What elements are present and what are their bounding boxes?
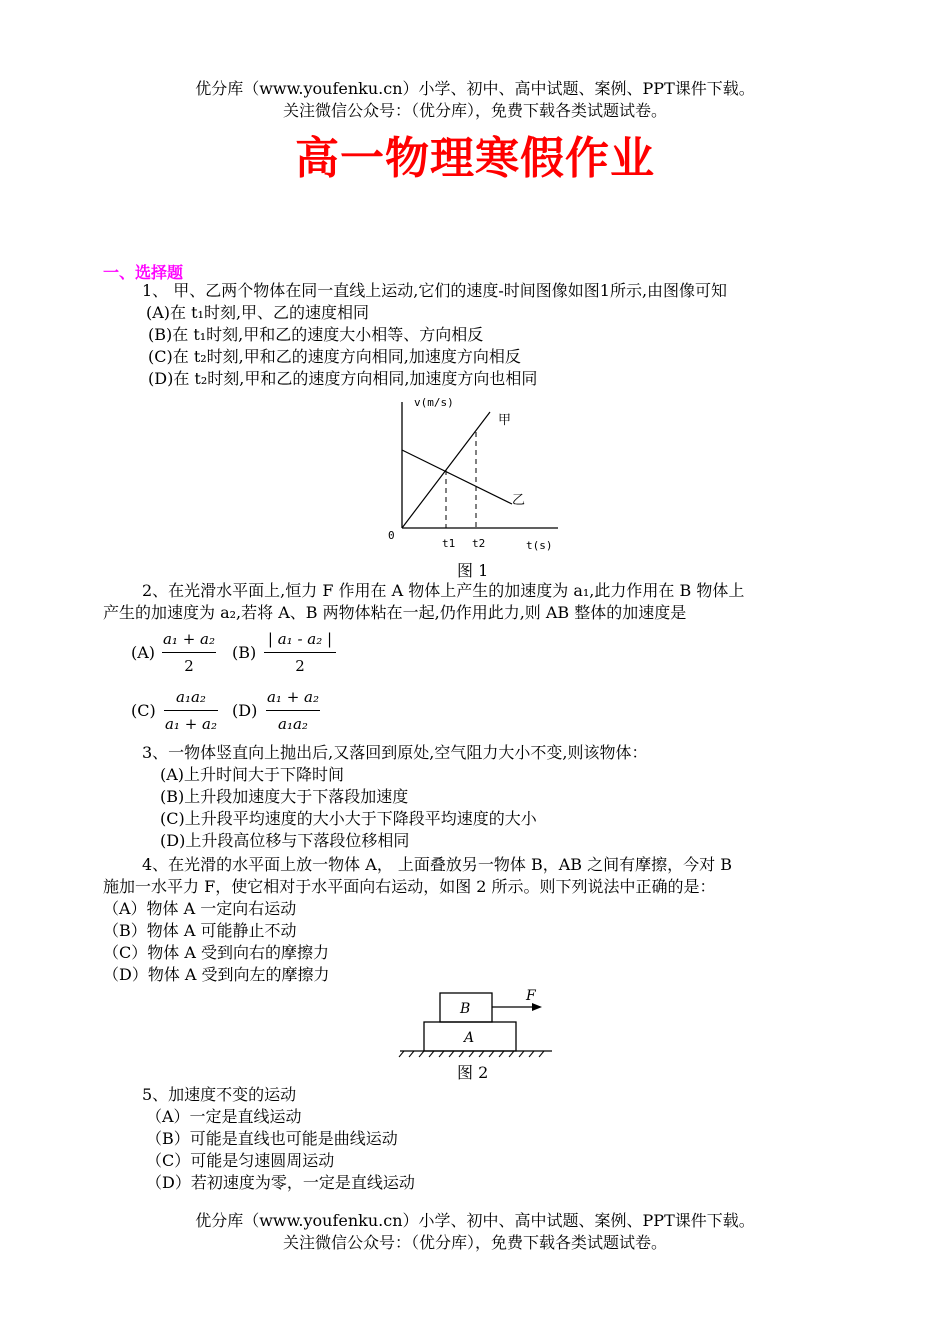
fig1-origin: 0: [388, 529, 395, 542]
fig2-label-f: F: [526, 988, 536, 1004]
q2-option-c-fraction: [164, 686, 218, 735]
fig1-t2-label: t2: [472, 537, 486, 550]
q2-option-b-fraction: [264, 628, 336, 677]
fig1-y-label: v(m/s): [414, 396, 454, 409]
q5-option-a: （A）一定是直线运动: [146, 1107, 302, 1126]
header-line-2: 关注微信公众号：（优分库），免费下载各类试题试卷。: [282, 101, 667, 120]
q1-option-b: (B)在 t₁时刻,甲和乙的速度大小相等、方向相反: [148, 325, 484, 344]
q3-option-b: (B)上升段加速度大于下落段加速度: [160, 787, 409, 806]
fig2-ground-hatch: [399, 1051, 544, 1057]
fig2-label-a: A: [464, 1030, 475, 1046]
section-heading: 一、选择题: [103, 263, 184, 282]
header-line-1: 优分库（www.youfenku.cn）小学、初中、高中试题、案例、PPT课件下载。: [195, 79, 755, 98]
q2-d-denominator: a₁a₂: [278, 715, 308, 733]
fig1-line-yi: [402, 450, 512, 504]
q5-option-c: （C）可能是匀速圆周运动: [146, 1151, 335, 1170]
q2-stem-line-2: 产生的加速度为 a₂,若将 A、B 两物体粘在一起,仍作用此力,则 AB 整体的加速度是: [103, 603, 687, 622]
q2-option-d-label: (D): [232, 701, 258, 720]
fig1-t1-label: t1: [442, 537, 456, 550]
q2-b-numerator: | a₁ - a₂ |: [267, 630, 333, 648]
fig1-label-yi: 乙: [512, 493, 526, 508]
footer-line-2: 关注微信公众号：（优分库），免费下载各类试题试卷。: [282, 1233, 667, 1252]
page-title: 高一物理寒假作业: [295, 133, 655, 184]
q2-option-a-label: (A): [131, 643, 156, 662]
q4-stem-line-2: 施加一水平力 F，使它相对于水平面向右运动，如图 2 所示。则下列说法中正确的是：: [103, 877, 716, 896]
q2-c-numerator: a₁a₂: [176, 688, 206, 706]
q3-option-c: (C)上升段平均速度的大小大于下降段平均速度的大小: [160, 809, 537, 828]
figure-2-caption: 图 2: [457, 1063, 489, 1082]
q5-option-d: （D）若初速度为零，一定是直线运动: [146, 1173, 415, 1192]
q1-option-d: (D)在 t₂时刻,甲和乙的速度方向相同,加速度方向也相同: [148, 369, 538, 388]
fig2-force-arrow-head: [532, 1003, 542, 1011]
q1-stem: 1、 甲、乙两个物体在同一直线上运动,它们的速度-时间图像如图1所示,由图像可知: [142, 281, 728, 300]
q4-option-d: （D）物体 A 受到向左的摩擦力: [103, 965, 330, 984]
footer-line-1: 优分库（www.youfenku.cn）小学、初中、高中试题、案例、PPT课件下载。: [195, 1211, 755, 1230]
figure-1-velocity-time-graph: [380, 392, 580, 562]
fig2-label-b: B: [460, 1001, 471, 1017]
q2-c-denominator: a₁ + a₂: [164, 715, 218, 733]
q2-option-b-label: (B): [232, 643, 257, 662]
q2-option-d-fraction: [266, 686, 320, 735]
q4-option-c: （C）物体 A 受到向右的摩擦力: [103, 943, 329, 962]
figure-2-blocks-diagram: [396, 986, 556, 1058]
q3-option-d: (D)上升段高位移与下落段位移相同: [160, 831, 410, 850]
q2-option-c-label: (C): [131, 701, 156, 720]
q5-option-b: （B）可能是直线也可能是曲线运动: [146, 1129, 398, 1148]
q4-option-a: （A）物体 A 一定向右运动: [103, 899, 297, 918]
q4-option-b: （B）物体 A 可能静止不动: [103, 921, 297, 940]
q2-a-numerator: a₁ + a₂: [162, 630, 216, 648]
q2-d-numerator: a₁ + a₂: [266, 688, 320, 706]
q2-a-denominator: 2: [184, 657, 194, 675]
q3-option-a: (A)上升时间大于下降时间: [160, 765, 345, 784]
q5-stem: 5、加速度不变的运动: [142, 1085, 297, 1104]
q1-option-c: (C)在 t₂时刻,甲和乙的速度方向相同,加速度方向相反: [148, 347, 521, 366]
q3-stem: 3、一物体竖直向上抛出后,又落回到原处,空气阻力大小不变,则该物体：: [142, 743, 648, 762]
q2-option-a-fraction: [162, 628, 216, 677]
fig1-x-label: t(s): [526, 539, 553, 552]
q4-stem-line-1: 4、在光滑的水平面上放一物体 A， 上面叠放另一物体 B，AB 之间有摩擦，今对 B: [142, 855, 732, 874]
q2-stem-line-1: 2、在光滑水平面上,恒力 F 作用在 A 物体上产生的加速度为 a₁,此力作用在 B 物体上: [142, 581, 745, 600]
figure-1-caption: 图 1: [457, 561, 489, 580]
fig1-label-jia: 甲: [498, 413, 512, 428]
q1-option-a: (A)在 t₁时刻,甲、乙的速度相同: [146, 303, 370, 322]
q2-b-denominator: 2: [295, 657, 305, 675]
